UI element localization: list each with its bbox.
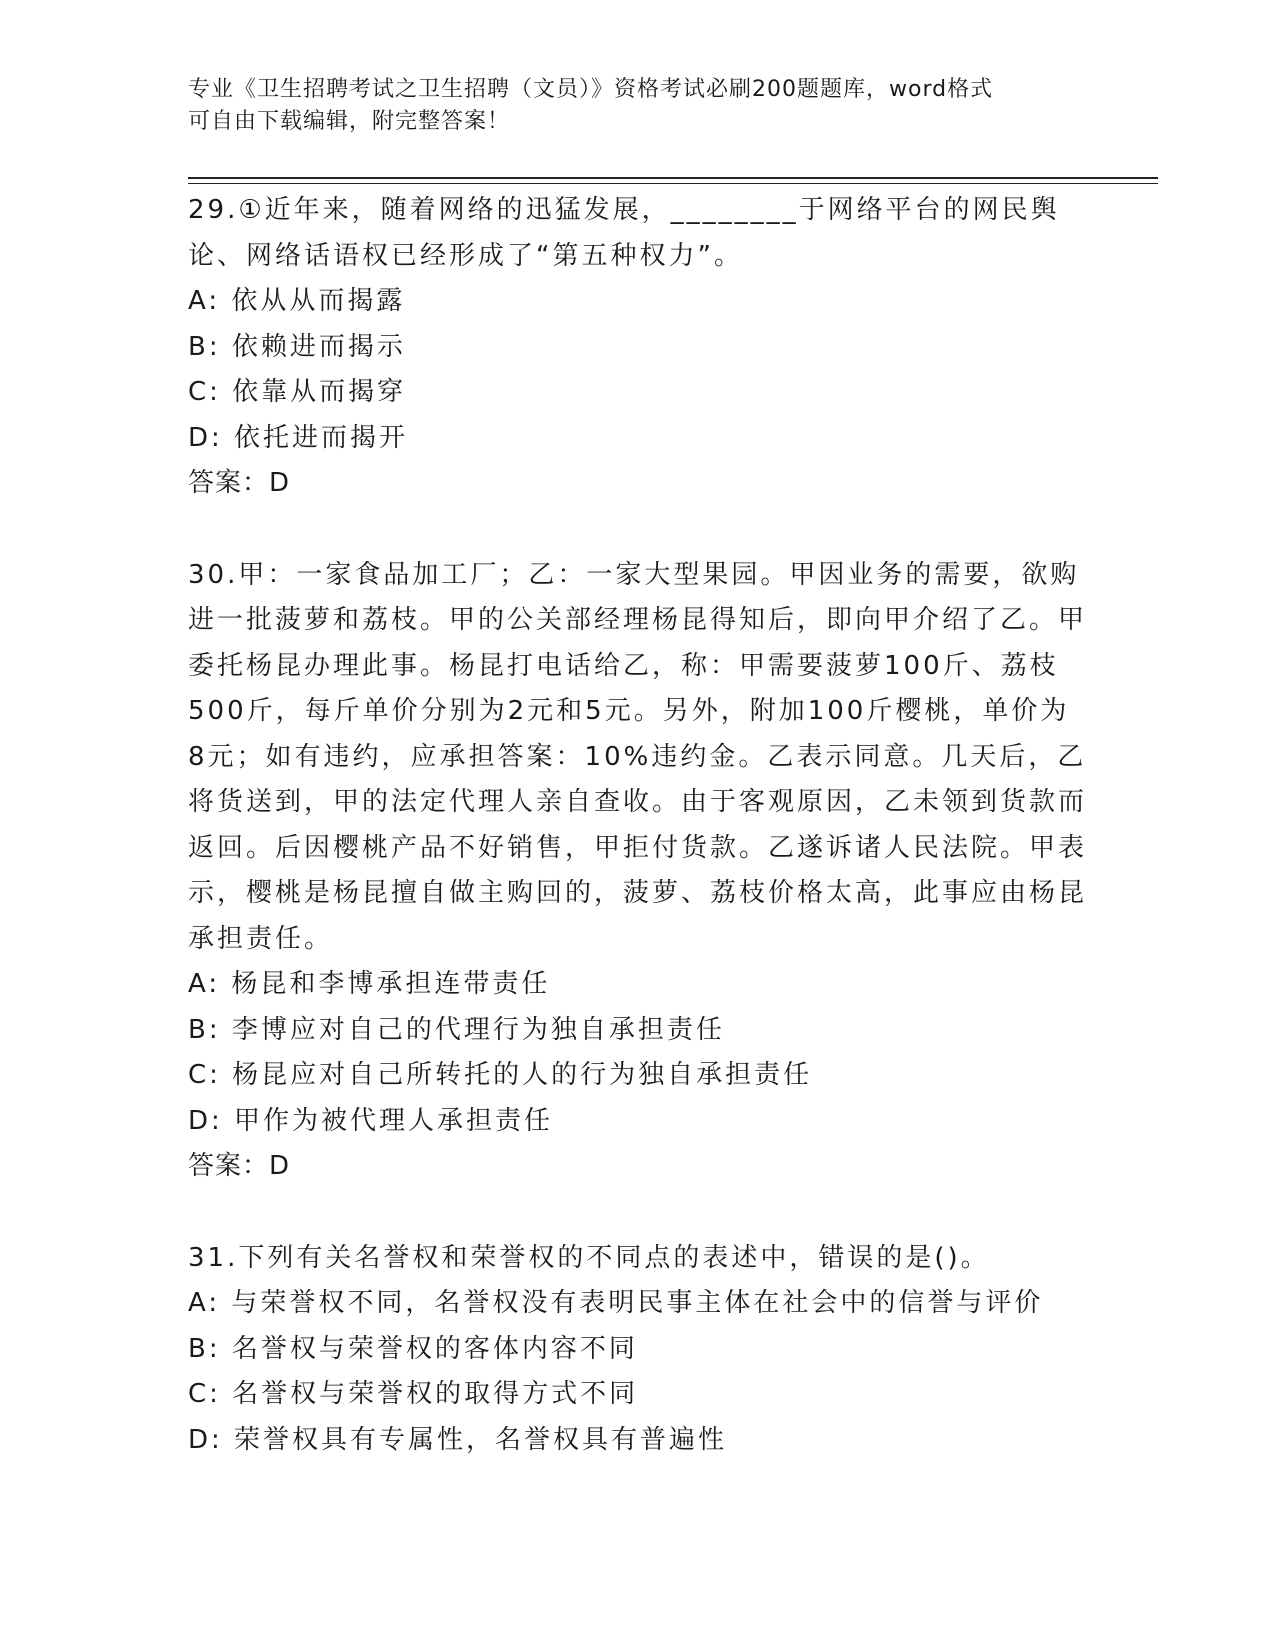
option-b: B: 依赖进而揭示	[188, 331, 406, 362]
document-header	[188, 74, 1068, 138]
option-c: C: 杨昆应对自己所转托的人的行为独自承担责任	[188, 1060, 813, 1090]
option-a: A: 杨昆和李博承担连带责任	[188, 969, 551, 999]
header-rule-thick	[188, 177, 1158, 179]
option-d: D: 荣誉权具有专属性，名誉权具有普遍性	[188, 1424, 728, 1455]
question-31	[188, 1236, 1088, 1464]
answer-line	[188, 1144, 1088, 1190]
option-a: A: 与荣誉权不同，名誉权没有表明民事主体在社会中的信誉与评价	[188, 1288, 1044, 1318]
answer-label: 答案：	[188, 468, 270, 498]
question-30	[188, 553, 1088, 1190]
option-d: D: 甲作为被代理人承担责任	[188, 1105, 554, 1136]
option-b: B: 李博应对自己的代理行为独自承担责任	[188, 1014, 725, 1045]
answer-value: D	[269, 468, 291, 498]
header-title-line2: 可自由下载编辑，附完整答案！	[188, 109, 511, 134]
question-29	[188, 188, 1088, 507]
answer-label: 答案：	[188, 1151, 270, 1181]
question-stem: 29.①近年来，随着网络的迅猛发展，________于网络平台的网民舆论、网络话语权已经形成了“第五种权力”。	[188, 195, 1060, 271]
option-b: B: 名誉权与荣誉权的客体内容不同	[188, 1333, 638, 1364]
question-stem: 31.下列有关名誉权和荣誉权的不同点的表述中，错误的是()。	[188, 1242, 990, 1273]
header-title-line1: 专业《卫生招聘考试之卫生招聘（文员）》资格考试必刷200题题库，word格式	[188, 77, 994, 102]
question-list	[188, 188, 1088, 1509]
option-d: D: 依托进而揭开	[188, 422, 409, 453]
question-stem: 30.甲：一家食品加工厂；乙：一家大型果园。甲因业务的需要，欲购进一批菠萝和荔枝。甲的公关部经理杨昆得知后，即向甲介绍了乙。甲委托杨昆办理此事。杨昆打电话给乙，称：甲需要菠萝100斤、荔枝500斤，每斤单价分别为2元和5元。另外，附加100斤樱桃，单价为8元；如有违约，应承担答案：10%违约金。乙表示同意。几天后，乙将货送到，甲的法定代理人亲自查收。由于客观原因，乙未领到货款而返回。后因樱桃产品不好销售，甲拒付货款。乙遂诉诸人民法院。甲表示，樱桃是杨昆擅自做主购回的，菠萝、荔枝价格太高，此事应由杨昆承担责任。	[188, 559, 1088, 954]
option-a: A: 依从从而揭露	[188, 286, 406, 316]
option-c: C: 名誉权与荣誉权的取得方式不同	[188, 1379, 639, 1409]
answer-line	[188, 461, 1088, 507]
answer-value: D	[269, 1151, 291, 1181]
option-c: C: 依靠从而揭穿	[188, 377, 407, 407]
header-rule-thin	[188, 183, 1158, 184]
